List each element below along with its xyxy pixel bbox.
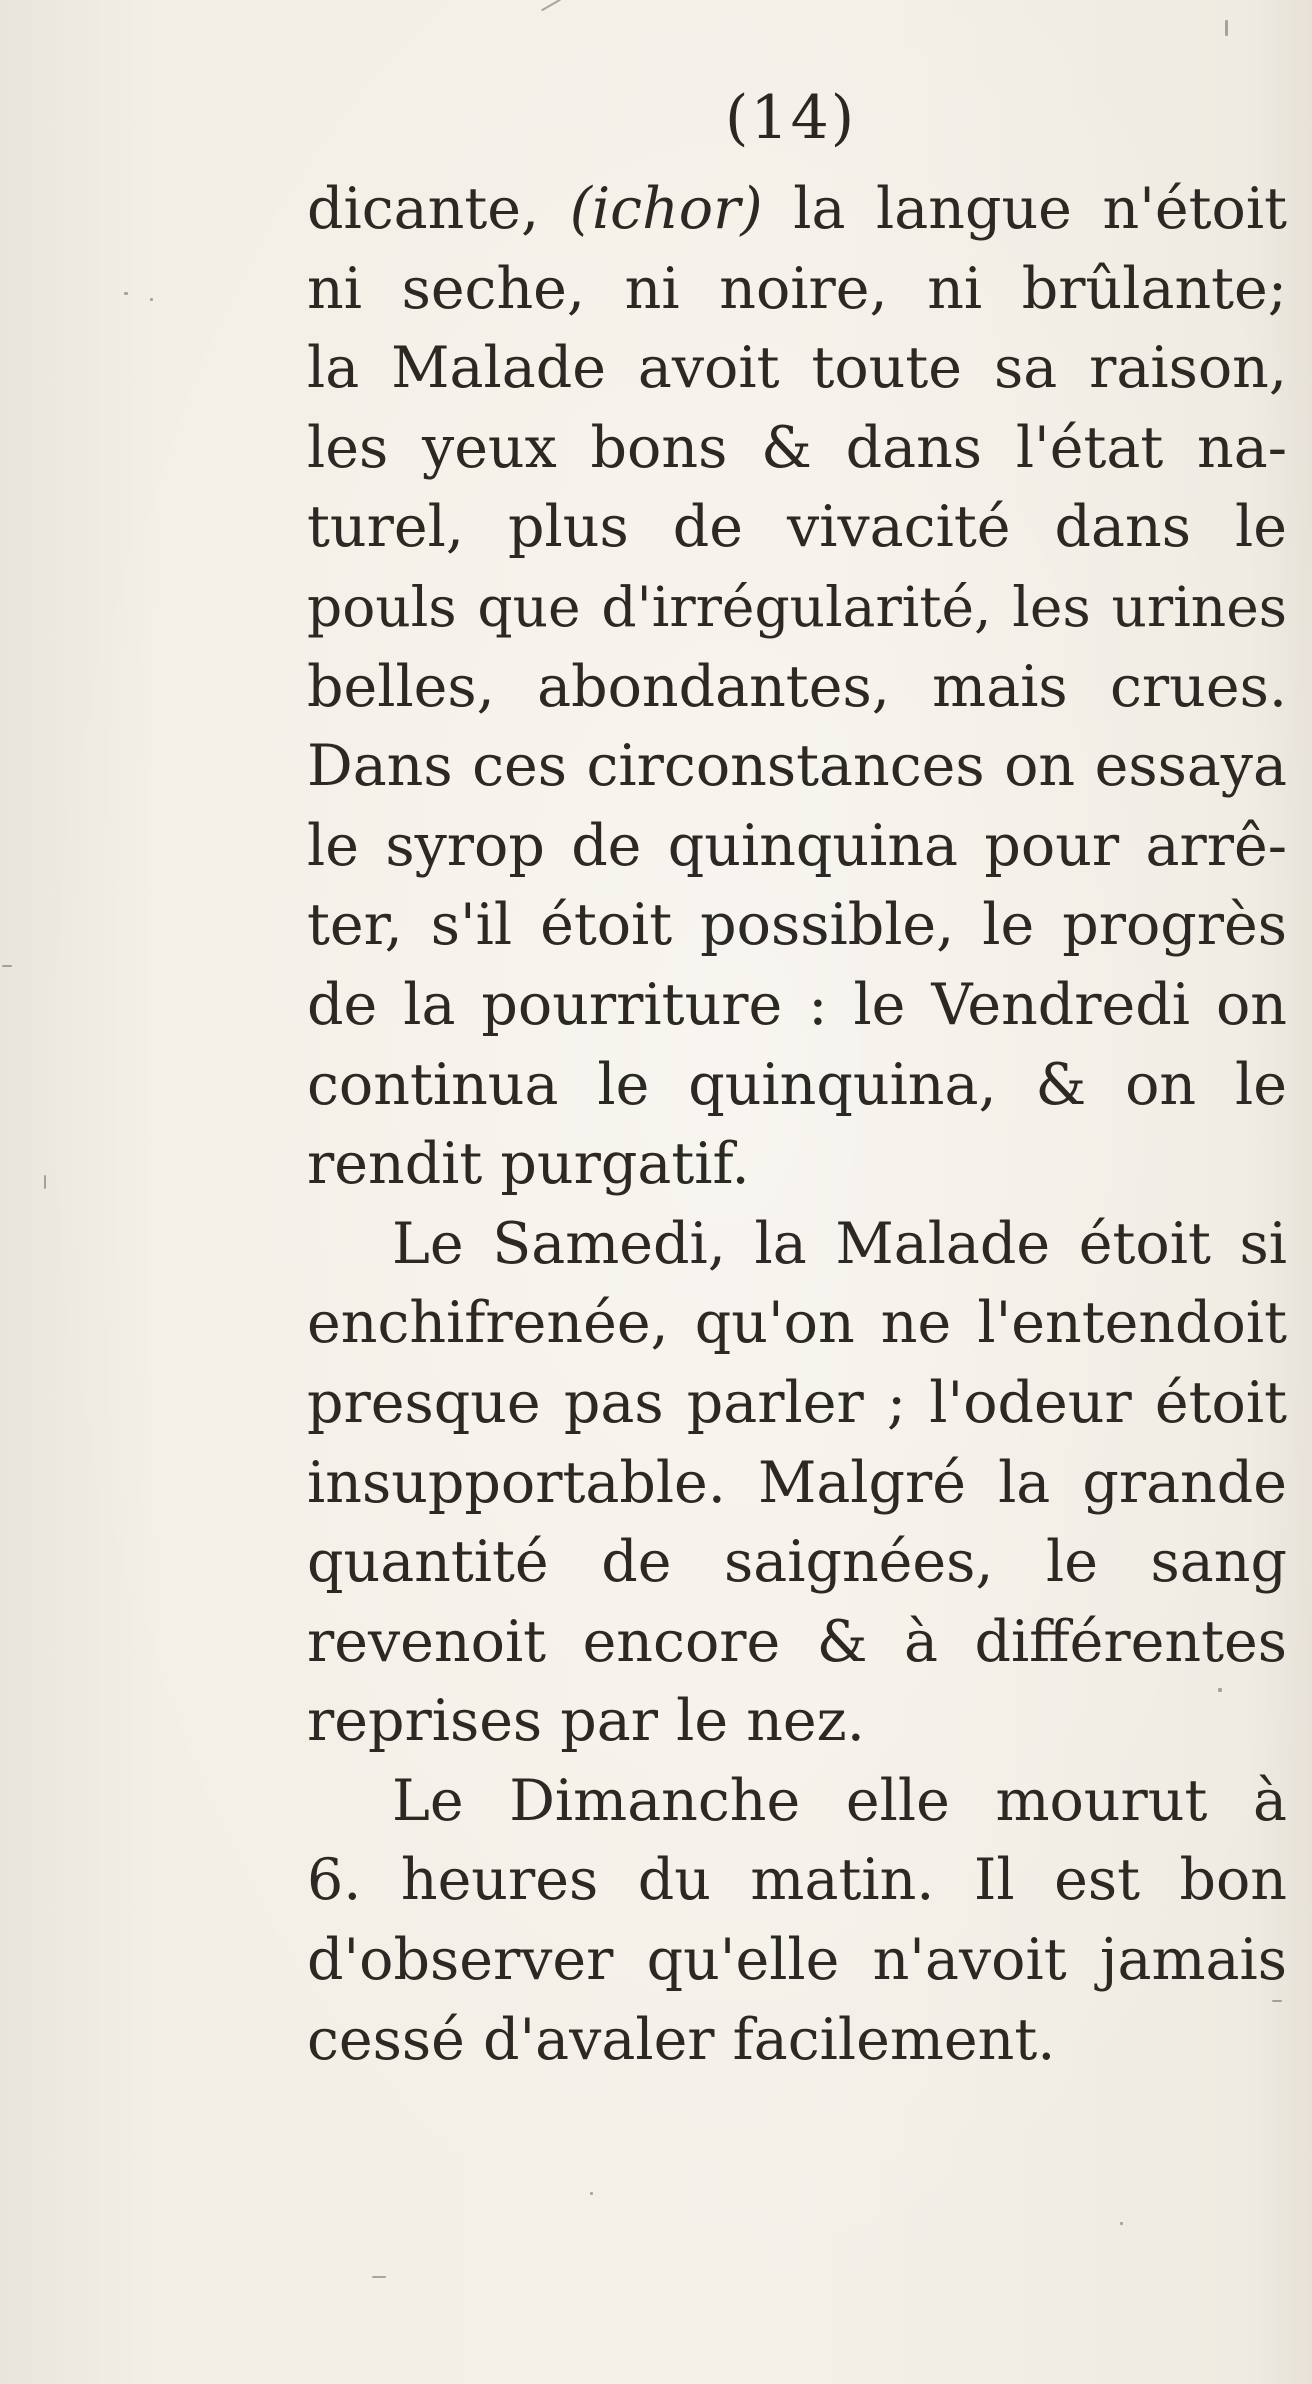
text-line: les yeux bons & dans l'état na- [307, 414, 1287, 481]
text-line: presque pas parler ; l'odeur étoit [307, 1369, 1287, 1436]
text-line: continua le quinquina, & on le [307, 1051, 1287, 1118]
text-line: revenoit encore & à différentes [307, 1608, 1287, 1675]
scan-speck [541, 0, 561, 11]
scan-speck [150, 298, 153, 301]
scan-speck [1120, 2222, 1123, 2225]
scan-speck [124, 292, 128, 295]
text-line: turel, plus de vivacité dans le [307, 494, 1287, 561]
text-line: reprises par le nez. [307, 1688, 865, 1755]
page-number: (14) [725, 83, 857, 153]
scan-speck [1225, 20, 1228, 36]
text-line: de la pourriture : le Vendredi on [307, 971, 1287, 1038]
text-line: insupportable. Malgré la grande [307, 1449, 1287, 1516]
text-line: belles, abondantes, mais crues. [307, 653, 1287, 720]
text-line: cessé d'avaler facilement. [307, 2006, 1056, 2073]
text-segment: dicante, [307, 176, 570, 242]
text-line: pouls que d'irrégularité, les urines [307, 574, 1287, 639]
scan-speck [44, 1175, 46, 1189]
text-line: le syrop de quinquina pour arrê- [307, 812, 1287, 879]
text-line: d'observer qu'elle n'avoit jamais [307, 1927, 1287, 1994]
text-line: Dans ces circonstances on essaya [307, 733, 1287, 800]
text-segment: la langue n'étoit [762, 176, 1287, 242]
text-line: ter, s'il étoit possible, le progrès [307, 892, 1287, 959]
text-line [307, 170, 1287, 250]
scan-speck [590, 2192, 593, 2195]
text-line: la Malade avoit toute sa raison, [307, 335, 1287, 402]
text-line: enchifrenée, qu'on ne l'entendoit [307, 1290, 1287, 1357]
text-line: Le Samedi, la Malade étoit si [392, 1210, 1287, 1277]
scan-speck [372, 2276, 386, 2278]
scan-speck [1218, 1688, 1222, 1692]
text-line: ni seche, ni noire, ni brûlante; [307, 255, 1287, 322]
text-line: quantité de saignées, le sang [307, 1529, 1287, 1596]
scan-speck [2, 965, 12, 967]
italic-term: (ichor) [569, 176, 763, 242]
scan-speck [1272, 2000, 1282, 2002]
body-text [307, 170, 1287, 2080]
text-line: rendit purgatif. [307, 1131, 750, 1198]
text-line: Le Dimanche elle mourut à [392, 1767, 1287, 1834]
text-line: 6. heures du matin. Il est bon [307, 1847, 1287, 1914]
